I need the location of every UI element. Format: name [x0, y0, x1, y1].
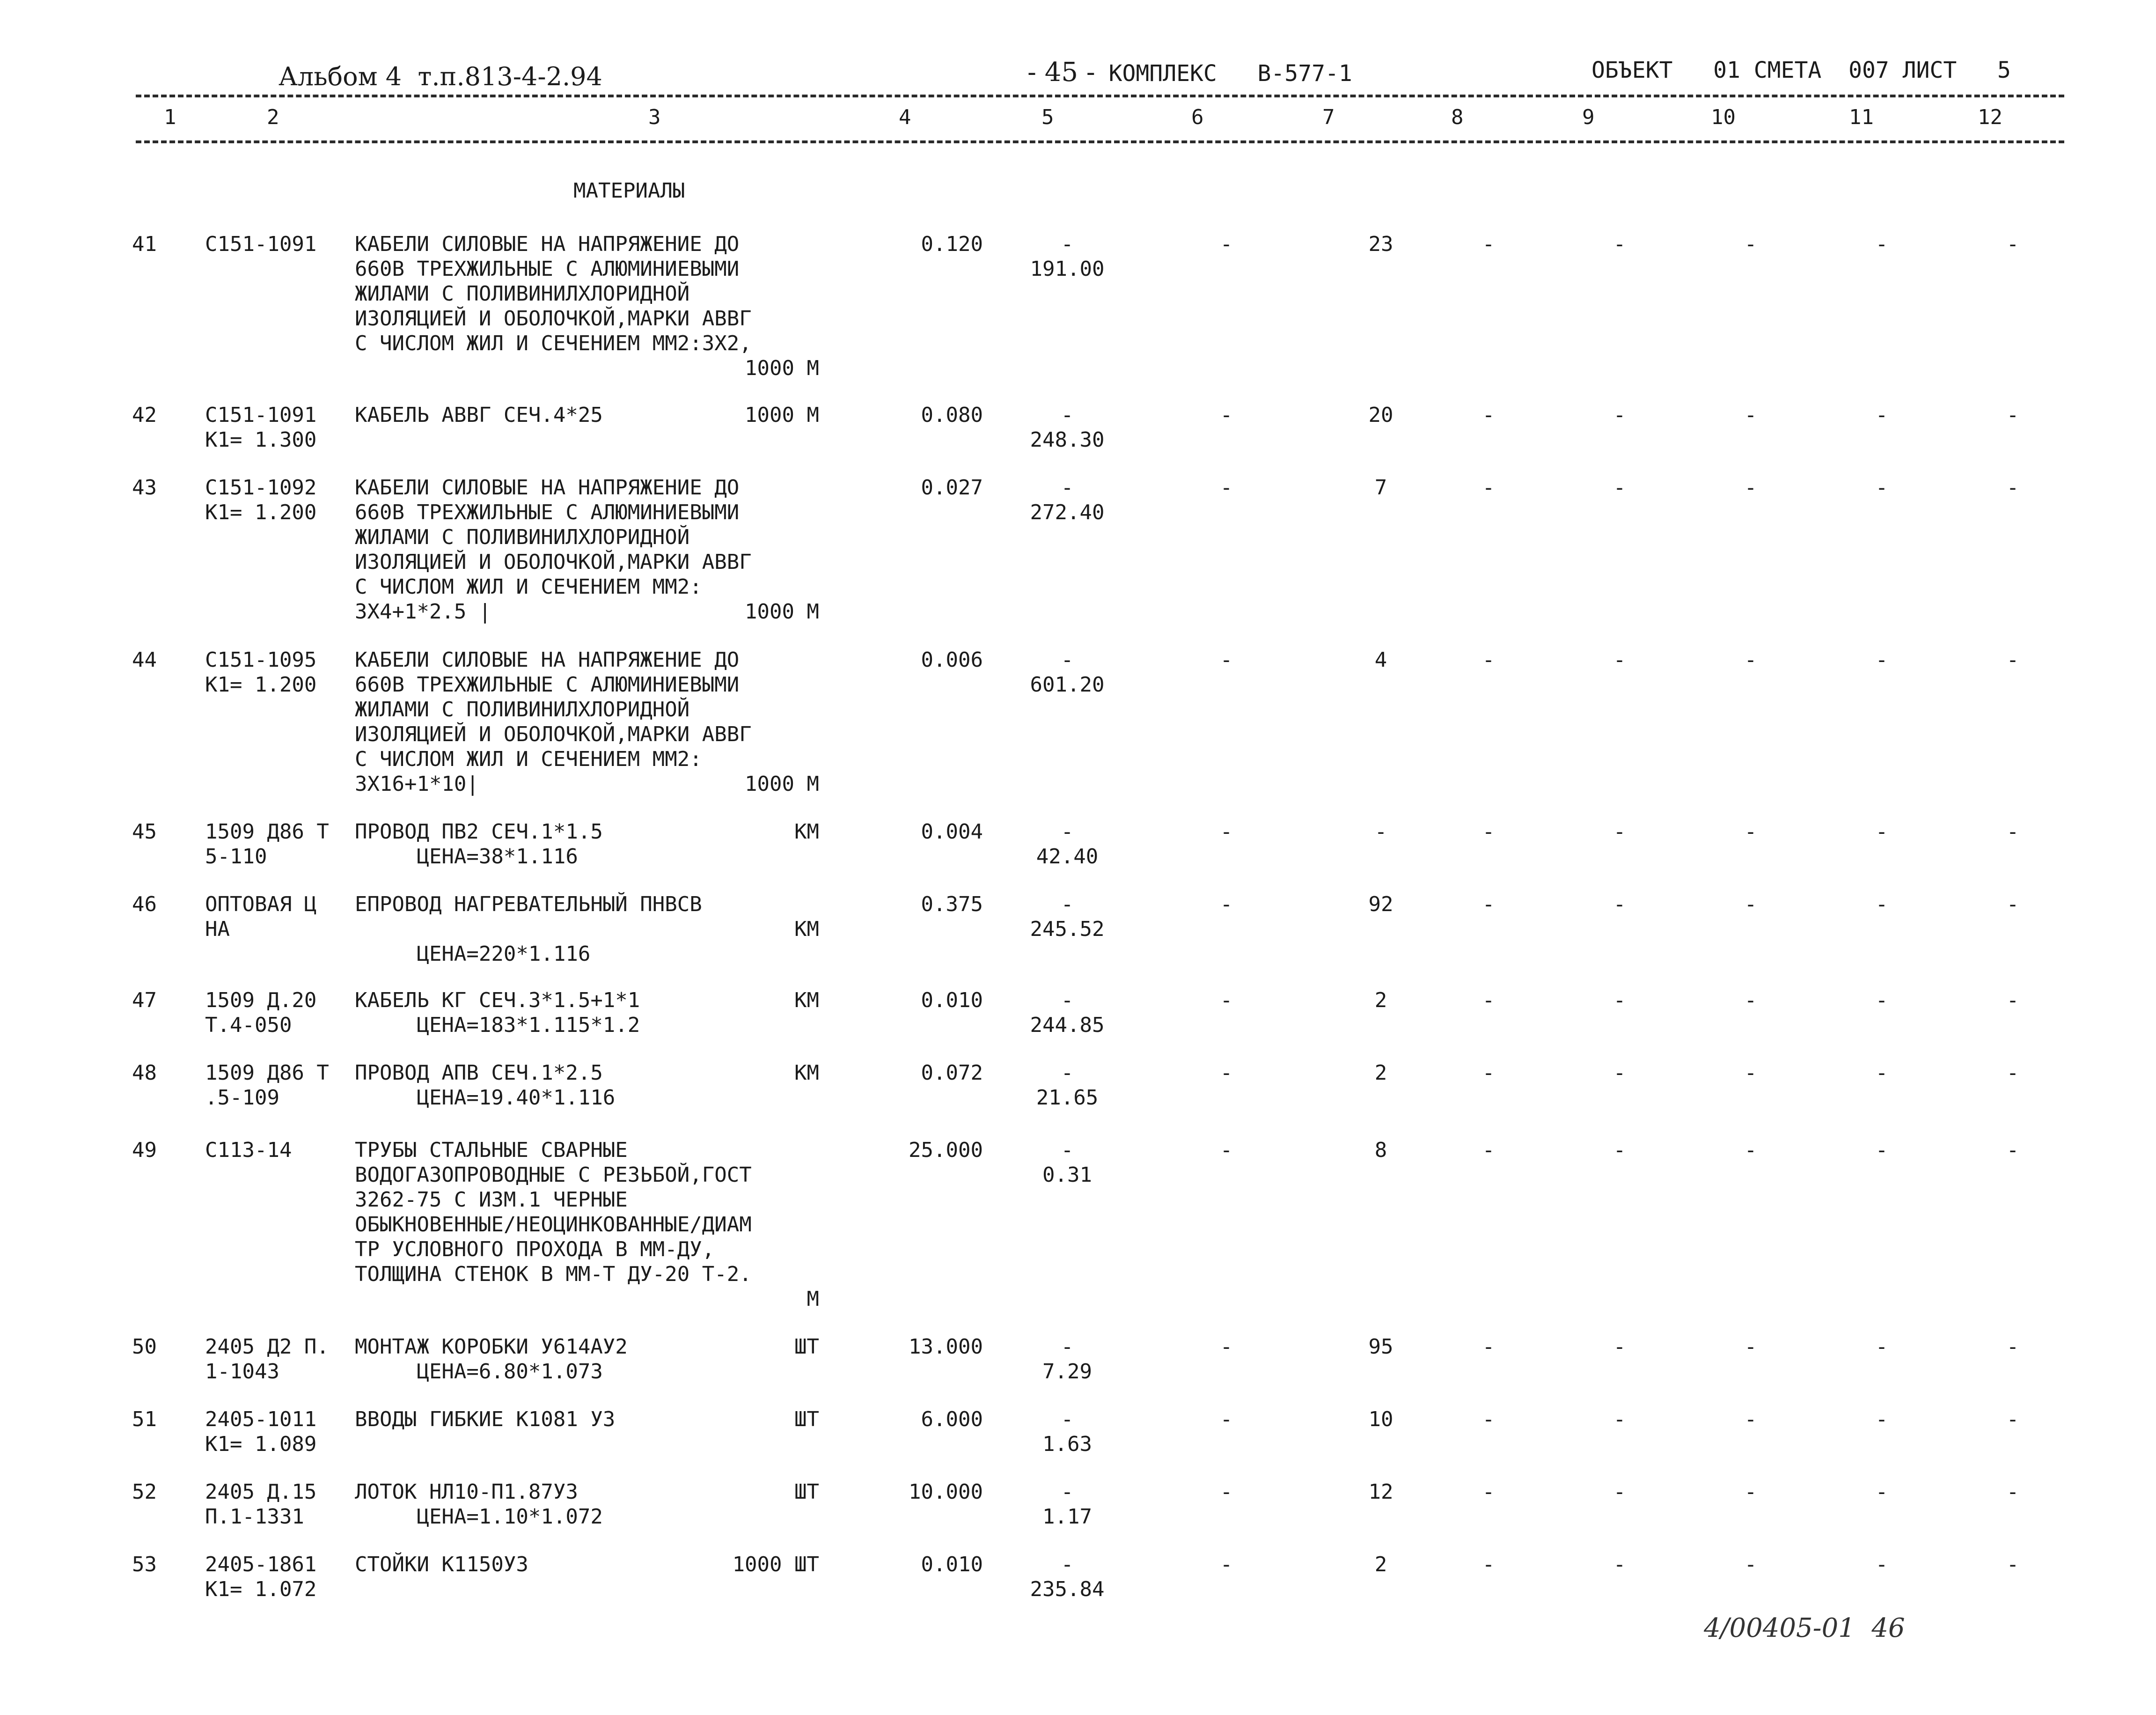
row-quantity: 0.027 [921, 476, 983, 500]
row-col5-top: - [1061, 988, 1074, 1012]
row-code: 1509 Д.20 [205, 988, 317, 1012]
row-number: 50 [132, 1335, 157, 1359]
row-unit-price: 191.00 [1030, 257, 1105, 281]
column-number: 7 [1322, 105, 1335, 129]
row-coefficient: П.1-1331 [205, 1505, 304, 1529]
row-c6: - [1220, 1480, 1233, 1504]
row-c11: - [1875, 820, 1888, 844]
row-code: 1509 Д86 Т [205, 820, 329, 844]
column-numbers-row [136, 105, 2064, 133]
row-number: 46 [132, 892, 157, 916]
page-number: - 45 - [1027, 57, 1095, 88]
row-unit: ШТ [794, 1480, 819, 1504]
row-description-line: ЦЕНА=1.10*1.072 [355, 1505, 603, 1529]
row-unit-price: 235.84 [1030, 1577, 1105, 1601]
row-c10: - [1744, 1480, 1757, 1504]
row-description-line: КАБЕЛИ СИЛОВЫЕ НА НАПРЯЖЕНИЕ ДО [355, 232, 740, 256]
row-c7: 2 [1374, 988, 1387, 1012]
row-col5-top: - [1061, 1138, 1074, 1162]
row-c9: - [1613, 1138, 1626, 1162]
row-description-line: ПРОВОД АПВ СЕЧ.1*2.5 [355, 1061, 603, 1085]
row-c11: - [1875, 1407, 1888, 1431]
row-quantity: 0.006 [921, 648, 983, 672]
row-description-line: КАБЕЛЬ АВВГ СЕЧ.4*25 [355, 403, 603, 427]
row-c9: - [1613, 1335, 1626, 1359]
row-c12: - [2006, 1553, 2019, 1576]
row-c12: - [2006, 648, 2019, 672]
row-description-line: ЛОТОК НЛ10-П1.87УЗ [355, 1480, 578, 1504]
row-description-line: ЦЕНА=183*1.115*1.2 [355, 1013, 640, 1037]
row-description-line: ВВОДЫ ГИБКИЕ К1081 УЗ [355, 1407, 616, 1431]
row-unit: КМ [794, 820, 819, 844]
row-number: 42 [132, 403, 157, 427]
row-description-line: ЦЕНА=220*1.116 [355, 942, 591, 966]
row-c8: - [1482, 232, 1495, 256]
row-code: С151-1091 [205, 232, 317, 256]
row-c9: - [1613, 232, 1626, 256]
complex-code: КОМПЛЕКС В-577-1 [1108, 60, 1352, 87]
object-sheet-info: ОБЪЕКТ 01 СМЕТА 007 ЛИСТ 5 [1591, 57, 2011, 83]
row-coefficient: К1= 1.200 [205, 673, 317, 697]
row-c12: - [2006, 892, 2019, 916]
row-c12: - [2006, 1335, 2019, 1359]
row-c7: 20 [1368, 403, 1393, 427]
column-number: 11 [1849, 105, 1874, 129]
row-c10: - [1744, 1061, 1757, 1085]
row-col5-top: - [1061, 1480, 1074, 1504]
row-unit-price: 245.52 [1030, 917, 1105, 941]
row-c8: - [1482, 1335, 1495, 1359]
row-c8: - [1482, 1480, 1495, 1504]
row-c12: - [2006, 820, 2019, 844]
row-description-line: ЖИЛАМИ С ПОЛИВИНИЛХЛОРИДНОЙ [355, 525, 690, 549]
row-c7: 12 [1368, 1480, 1393, 1504]
row-c6: - [1220, 1335, 1233, 1359]
column-number: 1 [164, 105, 176, 129]
row-c7: - [1374, 820, 1387, 844]
row-c6: - [1220, 1553, 1233, 1576]
row-description-line: ТОЛЩИНА СТЕНОК В ММ-Т ДУ-20 Т-2. [355, 1262, 752, 1286]
row-col5-top: - [1061, 232, 1074, 256]
row-code: С113-14 [205, 1138, 292, 1162]
row-c6: - [1220, 232, 1233, 256]
column-number: 6 [1191, 105, 1204, 129]
row-number: 52 [132, 1480, 157, 1504]
row-coefficient: К1= 1.089 [205, 1432, 317, 1456]
row-quantity: 0.120 [921, 232, 983, 256]
row-description-line: 660В ТРЕХЖИЛЬНЫЕ С АЛЮМИНИЕВЫМИ [355, 673, 740, 697]
row-c8: - [1482, 892, 1495, 916]
row-c8: - [1482, 403, 1495, 427]
row-c9: - [1613, 648, 1626, 672]
row-description-line: 3Х4+1*2.5 | [355, 600, 491, 624]
row-unit-price: 1.17 [1042, 1505, 1092, 1529]
row-unit: КМ [794, 917, 819, 941]
row-c11: - [1875, 1335, 1888, 1359]
row-c7: 95 [1368, 1335, 1393, 1359]
row-unit: 1000 М [745, 772, 819, 796]
row-c7: 10 [1368, 1407, 1393, 1431]
row-c7: 8 [1374, 1138, 1387, 1162]
row-col5-top: - [1061, 1553, 1074, 1576]
row-unit: 1000 ШТ [732, 1553, 819, 1576]
row-c12: - [2006, 476, 2019, 500]
row-c10: - [1744, 988, 1757, 1012]
row-c10: - [1744, 1407, 1757, 1431]
row-c10: - [1744, 648, 1757, 672]
row-code: С151-1092 [205, 476, 317, 500]
row-number: 43 [132, 476, 157, 500]
row-c6: - [1220, 1061, 1233, 1085]
row-description-line: КАБЕЛЬ КГ СЕЧ.3*1.5+1*1 [355, 988, 640, 1012]
row-number: 53 [132, 1553, 157, 1576]
row-c11: - [1875, 1553, 1888, 1576]
row-c8: - [1482, 1138, 1495, 1162]
row-description-line: ТР УСЛОВНОГО ПРОХОДА В ММ-ДУ, [355, 1237, 715, 1261]
row-description-line: ИЗОЛЯЦИЕЙ И ОБОЛОЧКОЙ,МАРКИ АВВГ [355, 722, 752, 746]
row-c9: - [1613, 820, 1626, 844]
row-description-line: ЖИЛАМИ С ПОЛИВИНИЛХЛОРИДНОЙ [355, 282, 690, 306]
row-c7: 7 [1374, 476, 1387, 500]
column-number: 9 [1582, 105, 1595, 129]
row-quantity: 0.010 [921, 988, 983, 1012]
row-code: 1509 Д86 Т [205, 1061, 329, 1085]
row-code: С151-1091 [205, 403, 317, 427]
row-coefficient: К1= 1.300 [205, 428, 317, 452]
row-number: 41 [132, 232, 157, 256]
row-c9: - [1613, 403, 1626, 427]
row-quantity: 0.010 [921, 1553, 983, 1576]
column-number: 3 [648, 105, 661, 129]
row-c7: 23 [1368, 232, 1393, 256]
row-description-line: 660В ТРЕХЖИЛЬНЫЕ С АЛЮМИНИЕВЫМИ [355, 257, 740, 281]
row-code: С151-1095 [205, 648, 317, 672]
row-col5-top: - [1061, 820, 1074, 844]
row-unit: ШТ [794, 1335, 819, 1359]
row-c9: - [1613, 1407, 1626, 1431]
row-quantity: 0.375 [921, 892, 983, 916]
row-c10: - [1744, 1138, 1757, 1162]
row-unit: 1000 М [745, 600, 819, 624]
row-c6: - [1220, 1407, 1233, 1431]
row-quantity: 10.000 [909, 1480, 983, 1504]
row-c12: - [2006, 988, 2019, 1012]
row-unit: ШТ [794, 1407, 819, 1431]
row-coefficient: К1= 1.200 [205, 501, 317, 524]
row-c10: - [1744, 403, 1757, 427]
row-unit: М [807, 1287, 819, 1311]
row-c8: - [1482, 820, 1495, 844]
row-description-line: С ЧИСЛОМ ЖИЛ И СЕЧЕНИЕМ ММ2: [355, 747, 702, 771]
row-c6: - [1220, 648, 1233, 672]
row-c9: - [1613, 988, 1626, 1012]
row-quantity: 0.004 [921, 820, 983, 844]
row-description-line: ЖИЛАМИ С ПОЛИВИНИЛХЛОРИДНОЙ [355, 698, 690, 721]
row-unit: КМ [794, 1061, 819, 1085]
row-coefficient: 5-110 [205, 845, 267, 869]
row-c11: - [1875, 1480, 1888, 1504]
column-number: 5 [1041, 105, 1054, 129]
row-c6: - [1220, 476, 1233, 500]
row-c8: - [1482, 648, 1495, 672]
row-c6: - [1220, 892, 1233, 916]
row-c8: - [1482, 1061, 1495, 1085]
row-description-line: С ЧИСЛОМ ЖИЛ И СЕЧЕНИЕМ ММ2: [355, 575, 702, 599]
row-c9: - [1613, 1553, 1626, 1576]
album-reference: Альбом 4 т.п.813-4-2.94 [279, 62, 602, 91]
row-c12: - [2006, 232, 2019, 256]
row-code: 2405 Д.15 [205, 1480, 317, 1504]
row-description-line: КАБЕЛИ СИЛОВЫЕ НА НАПРЯЖЕНИЕ ДО [355, 648, 740, 672]
row-unit-price: 244.85 [1030, 1013, 1105, 1037]
row-number: 45 [132, 820, 157, 844]
row-coefficient: Т.4-050 [205, 1013, 292, 1037]
row-col5-top: - [1061, 403, 1074, 427]
row-col5-top: - [1061, 1407, 1074, 1431]
row-description-line: ЕПРОВОД НАГРЕВАТЕЛЬНЫЙ ПНВСВ [355, 892, 702, 916]
row-description-line: ВОДОГАЗОПРОВОДНЫЕ С РЕЗЬБОЙ,ГОСТ [355, 1163, 752, 1187]
section-title: МАТЕРИАЛЫ [573, 179, 685, 203]
row-c11: - [1875, 892, 1888, 916]
row-description-line: ЦЕНА=38*1.116 [355, 845, 578, 869]
row-c12: - [2006, 1061, 2019, 1085]
row-col5-top: - [1061, 476, 1074, 500]
row-c11: - [1875, 232, 1888, 256]
row-description-line: ЦЕНА=19.40*1.116 [355, 1086, 616, 1110]
row-col5-top: - [1061, 648, 1074, 672]
row-description-line: ПРОВОД ПВ2 СЕЧ.1*1.5 [355, 820, 603, 844]
header-rule-bottom [136, 140, 2064, 143]
row-col5-top: - [1061, 1061, 1074, 1085]
row-c6: - [1220, 820, 1233, 844]
row-description-line: 660В ТРЕХЖИЛЬНЫЕ С АЛЮМИНИЕВЫМИ [355, 501, 740, 524]
row-unit-price: 1.63 [1042, 1432, 1092, 1456]
row-col5-top: - [1061, 1335, 1074, 1359]
row-c8: - [1482, 1407, 1495, 1431]
row-unit-price: 21.65 [1036, 1086, 1099, 1110]
row-c10: - [1744, 820, 1757, 844]
row-number: 49 [132, 1138, 157, 1162]
row-quantity: 0.072 [921, 1061, 983, 1085]
row-unit: 1000 М [745, 356, 819, 380]
row-coefficient: НА [205, 917, 230, 941]
row-c6: - [1220, 403, 1233, 427]
row-number: 47 [132, 988, 157, 1012]
row-c12: - [2006, 403, 2019, 427]
row-c8: - [1482, 1553, 1495, 1576]
row-unit-price: 7.29 [1042, 1360, 1092, 1384]
row-description-line: ОБЫКНОВЕННЫЕ/НЕОЦИНКОВАННЫЕ/ДИАМ [355, 1213, 752, 1237]
row-c10: - [1744, 1335, 1757, 1359]
row-c7: 2 [1374, 1061, 1387, 1085]
row-c10: - [1744, 1553, 1757, 1576]
row-c11: - [1875, 648, 1888, 672]
row-description-line: ТРУБЫ СТАЛЬНЫЕ СВАРНЫЕ [355, 1138, 628, 1162]
row-description-line: ИЗОЛЯЦИЕЙ И ОБОЛОЧКОЙ,МАРКИ АВВГ [355, 550, 752, 574]
row-description-line: ИЗОЛЯЦИЕЙ И ОБОЛОЧКОЙ,МАРКИ АВВГ [355, 307, 752, 331]
row-coefficient: .5-109 [205, 1086, 279, 1110]
page-header-middle [1027, 57, 1352, 88]
handwritten-note: 4/00405-01 46 [1704, 1613, 1905, 1643]
row-number: 48 [132, 1061, 157, 1085]
row-unit-price: 42.40 [1036, 845, 1099, 869]
row-unit-price: 248.30 [1030, 428, 1105, 452]
row-description-line: ЦЕНА=6.80*1.073 [355, 1360, 603, 1384]
row-c6: - [1220, 1138, 1233, 1162]
column-number: 4 [899, 105, 911, 129]
row-unit-price: 0.31 [1042, 1163, 1092, 1187]
row-code: ОПТОВАЯ Ц [205, 892, 317, 916]
column-number: 2 [267, 105, 279, 129]
row-quantity: 25.000 [909, 1138, 983, 1162]
row-c9: - [1613, 1480, 1626, 1504]
row-quantity: 6.000 [921, 1407, 983, 1431]
row-c11: - [1875, 403, 1888, 427]
row-col5-top: - [1061, 892, 1074, 916]
row-description-line: 3262-75 С ИЗМ.1 ЧЕРНЫЕ [355, 1188, 628, 1212]
header-rule-top [136, 95, 2064, 97]
row-unit: 1000 М [745, 403, 819, 427]
row-c10: - [1744, 232, 1757, 256]
row-description-line: СТОЙКИ К1150УЗ [355, 1553, 528, 1576]
row-coefficient: 1-1043 [205, 1360, 279, 1384]
row-unit: КМ [794, 988, 819, 1012]
row-c11: - [1875, 988, 1888, 1012]
row-unit-price: 601.20 [1030, 673, 1105, 697]
row-c8: - [1482, 988, 1495, 1012]
row-quantity: 13.000 [909, 1335, 983, 1359]
row-c11: - [1875, 1061, 1888, 1085]
row-c9: - [1613, 1061, 1626, 1085]
row-c6: - [1220, 988, 1233, 1012]
row-description-line: 3Х16+1*10| [355, 772, 479, 796]
row-c7: 4 [1374, 648, 1387, 672]
row-quantity: 0.080 [921, 403, 983, 427]
row-c10: - [1744, 892, 1757, 916]
column-number: 12 [1978, 105, 2002, 129]
row-c12: - [2006, 1407, 2019, 1431]
row-c9: - [1613, 476, 1626, 500]
column-number: 8 [1451, 105, 1464, 129]
column-number: 10 [1711, 105, 1736, 129]
row-code: 2405-1861 [205, 1553, 317, 1576]
row-c9: - [1613, 892, 1626, 916]
row-c12: - [2006, 1138, 2019, 1162]
row-description-line: МОНТАЖ КОРОБКИ У614АУ2 [355, 1335, 628, 1359]
row-c7: 2 [1374, 1553, 1387, 1576]
row-description-line: КАБЕЛИ СИЛОВЫЕ НА НАПРЯЖЕНИЕ ДО [355, 476, 740, 500]
row-c8: - [1482, 476, 1495, 500]
row-c10: - [1744, 476, 1757, 500]
row-code: 2405 Д2 П. [205, 1335, 329, 1359]
row-coefficient: К1= 1.072 [205, 1577, 317, 1601]
row-c7: 92 [1368, 892, 1393, 916]
row-c11: - [1875, 476, 1888, 500]
row-unit-price: 272.40 [1030, 501, 1105, 524]
row-code: 2405-1011 [205, 1407, 317, 1431]
row-number: 51 [132, 1407, 157, 1431]
row-c11: - [1875, 1138, 1888, 1162]
row-c12: - [2006, 1480, 2019, 1504]
row-description-line: С ЧИСЛОМ ЖИЛ И СЕЧЕНИЕМ ММ2:3Х2, [355, 331, 752, 355]
row-number: 44 [132, 648, 157, 672]
